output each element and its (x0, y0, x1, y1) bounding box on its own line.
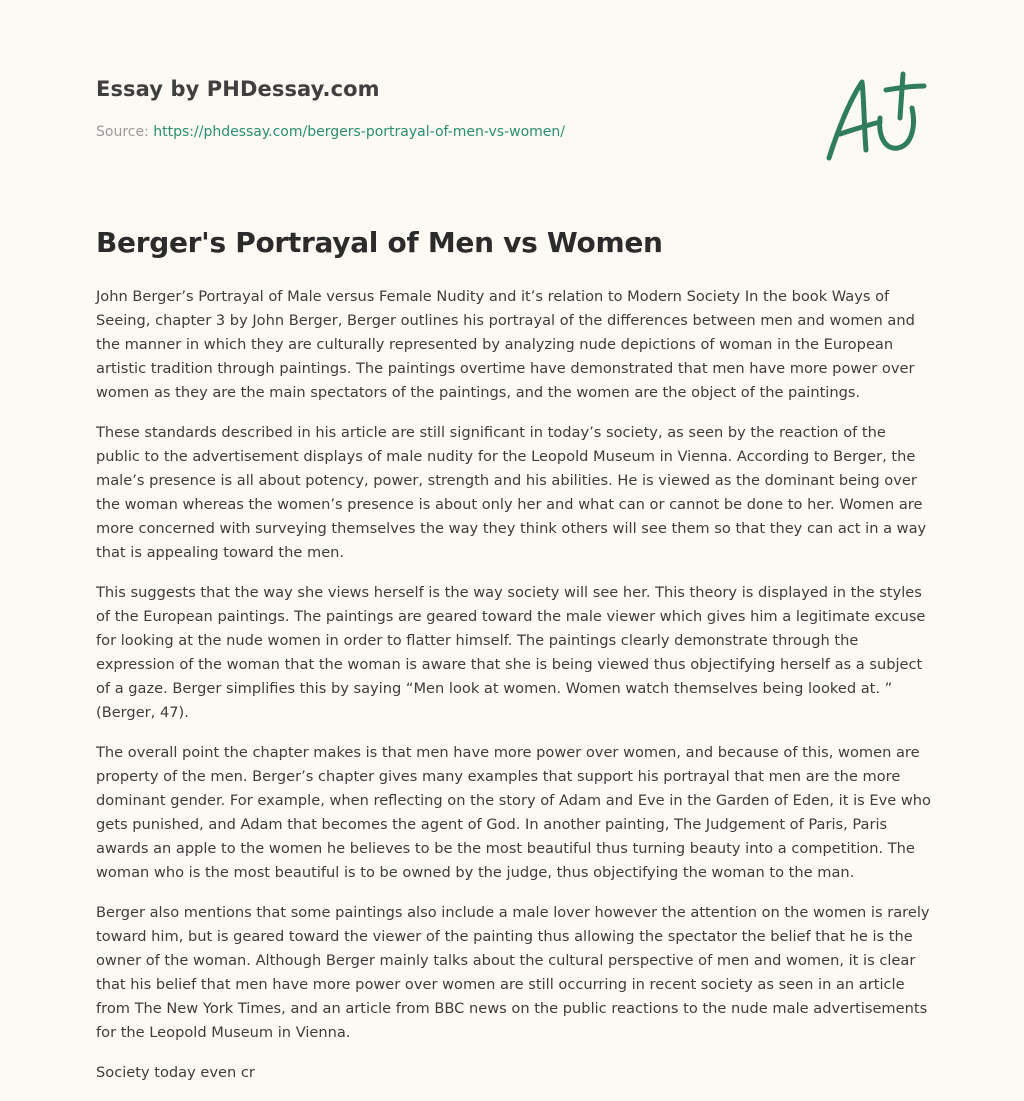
essay-paragraph: These standards described in his article are still significant in today’s society, as seen by the reaction of the public to the advertisement displays of male nudity for the Leopold Museum in Vienna. According to Berger, the male’s presence is all about potency, power, strength and his abilities. He is viewed as the dominant being over the woman whereas the women’s presence is about only her and what can or cannot be done to her. Women are more concerned with surveying themselves the way they think others will see them so that they can act in a way that is appealing toward the men. (96, 424, 927, 561)
essay-paragraph: The overall point the chapter makes is that men have more power over women, and because of this, women are property of the men. Berger’s chapter gives many examples that support his portrayal that men are the more dominant gender. For example, when reflecting on the story of Adam and Eve in the Garden of Eden, it is Eve who gets punished, and Adam that becomes the agent of God. In another painting, The Judgement of Paris, Paris awards an apple to the women he believes to be the most beautiful thus turning beauty into a competition. The woman who is the most beautiful is to be owned by the judge, thus objectifying the woman to the man. (96, 744, 931, 881)
essay-paragraph-truncated: Society today even cr (96, 1064, 255, 1081)
essay-paragraph: This suggests that the way she views herself is the way society will see her. This theory is displayed in the styles of the European paintings. The paintings are geared toward the male viewer which gives him a legitimate excuse for looking at the nude women in order to flatter himself. The paintings clearly demonstrate through the expression of the woman that the woman is aware that she is being viewed thus objectifying herself as a subject of a gaze. Berger simplifies this by saying “Men look at women. Women watch themselves being looked at. ” (Berger, 47). (96, 584, 926, 721)
source-line (96, 124, 565, 140)
a-plus-grade-icon (820, 68, 930, 168)
essay-paragraph: Berger also mentions that some paintings also include a male lover however the attention on the women is rarely toward him, but is geared toward the viewer of the painting thus allowing the spectator the belief that he is the owner of the woman. Although Berger mainly talks about the cultural perspective of men and women, it is clear that his belief that men have more power over women are still occurring in recent society as seen in an article from The New York Times, and an article from BBC news on the public reactions to the nude male advertisements for the Leopold Museum in Vienna. (96, 904, 930, 1041)
source-label: Source: (96, 124, 154, 140)
essay-body (96, 285, 932, 1101)
essay-title: Berger's Portrayal of Men vs Women (96, 226, 663, 259)
essay-paragraph: John Berger’s Portrayal of Male versus Female Nudity and it’s relation to Modern Society In the book Ways of Seeing, chapter 3 by John Berger, Berger outlines his portrayal of the differences between men and women and the manner in which they are culturally represented by analyzing nude depictions of woman in the European artistic tradition through paintings. The paintings overtime have demonstrated that men have more power over women as they are the main spectators of the paintings, and the women are the object of the paintings. (96, 288, 915, 401)
site-title: Essay by PHDessay.com (96, 77, 380, 101)
source-link[interactable]: https://phdessay.com/bergers-portrayal-of-men-vs-women/ (153, 124, 566, 140)
